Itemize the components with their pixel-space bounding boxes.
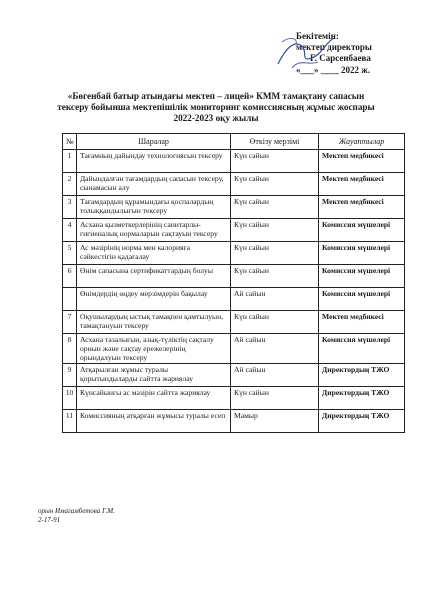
row-number: 7 (63, 311, 77, 334)
row-number: 9 (63, 364, 77, 387)
signature-stamp (272, 28, 340, 76)
row-activity: Өнім сапасына сертификаттардың болуы (77, 265, 231, 288)
row-activity: Атқарылған жұмыс туралы қорытындыларды сайтта жариялау (77, 364, 231, 387)
table-row (63, 242, 405, 265)
footer-phone: 2-17-91 (38, 516, 61, 524)
row-period: Күн сайын (231, 219, 319, 242)
row-responsible: Комиссия мүшелері (319, 219, 405, 242)
row-period: Күн сайын (231, 265, 319, 288)
row-number: 5 (63, 242, 77, 265)
row-number: 6 (63, 265, 77, 288)
row-period: Мамыр (231, 410, 319, 433)
footer-author: орын Имагамбетова Г.М. (38, 507, 115, 515)
title-line-3: 2022-2023 оқу жылы (173, 113, 259, 123)
table-row (63, 364, 405, 387)
table-row (63, 150, 405, 173)
row-activity: Ас мәзірінің норма мен калорияға сәйкестігін қадағалау (77, 242, 231, 265)
plan-table (62, 133, 405, 433)
table-row (63, 410, 405, 433)
header-responsible: Жауаптылар (319, 134, 405, 150)
row-responsible: Директордың ТЖО (319, 410, 405, 433)
table-row (63, 334, 405, 364)
row-responsible: Мектеп медбикесі (319, 311, 405, 334)
row-number: 10 (63, 387, 77, 410)
table-row (63, 265, 405, 288)
table-row (63, 387, 405, 410)
row-period: Ай сайын (231, 364, 319, 387)
row-responsible: Директордың ТЖО (319, 387, 405, 410)
row-period: Күн сайын (231, 196, 319, 219)
document-title (36, 91, 396, 124)
row-period: Күн сайын (231, 150, 319, 173)
row-activity: Оқушылардың ыстық тамақпен қамтылуын, тамақтануын тексеру (77, 311, 231, 334)
approval-name: Г. Сарсенбаева (310, 53, 371, 63)
header-period: Өткізу мерзімі (231, 134, 319, 150)
row-number: 11 (63, 410, 77, 433)
row-period: Ай сайын (231, 334, 319, 364)
table-header-row (63, 134, 405, 150)
row-responsible: Комиссия мүшелері (319, 242, 405, 265)
row-responsible: Комиссия мүшелері (319, 288, 405, 311)
row-period: Күн сайын (231, 242, 319, 265)
table-row (63, 219, 405, 242)
approval-position: мектеп директоры (296, 42, 372, 52)
row-number: 8 (63, 334, 77, 364)
header-activity: Шаралар (77, 134, 231, 150)
row-number (63, 288, 77, 311)
table-row (63, 173, 405, 196)
approval-heading: Бекітемін: (296, 31, 339, 41)
row-period: Ай сайын (231, 288, 319, 311)
row-activity: Асхана қызметкерлерінің санитарлы-гигиеналық нормаларын сақтауын тексеру (77, 219, 231, 242)
table-row (63, 196, 405, 219)
row-number: 1 (63, 150, 77, 173)
row-activity: Асхана тазалығын, азық-түліктің сақталу орнын және сақтау ережелерінің орындалуын тексеру (77, 334, 231, 364)
title-line-2: тексеру бойынша мектепішілік мониторинг комиссиясның жұмыс жоспары (57, 102, 375, 112)
row-responsible: Директордың ТЖО (319, 364, 405, 387)
row-activity: Тағамның дайындау технологиясын тексеру (77, 150, 231, 173)
row-responsible: Мектеп медбикесі (319, 173, 405, 196)
row-period: Күн сайын (231, 387, 319, 410)
approval-date: «___» ____ 2022 ж. (296, 65, 371, 75)
row-activity: Дайындалған тағамдардың сапасын тексеру, сынамасын алу (77, 173, 231, 196)
footer-note (38, 507, 115, 525)
row-responsible: Комиссия мүшелері (319, 334, 405, 364)
row-activity: Өнімдердің өңдеу мерзімдерін бақылау (77, 288, 231, 311)
row-responsible: Комиссия мүшелері (319, 265, 405, 288)
title-line-1: «Бөгенбай батыр атындағы мектеп – лицей» КММ тамақтану сапасын (67, 91, 365, 101)
row-activity: Тағамдардың құрамындағы қоспалардың толыққандылығын тексеру (77, 196, 231, 219)
row-number: 3 (63, 196, 77, 219)
row-number: 2 (63, 173, 77, 196)
row-responsible: Мектеп медбикесі (319, 150, 405, 173)
header-number: № (63, 134, 77, 150)
row-number: 4 (63, 219, 77, 242)
table-row (63, 311, 405, 334)
row-period: Күн сайын (231, 311, 319, 334)
table-row (63, 288, 405, 311)
row-activity: Комиссияның атқарған жұмысы туралы есеп (77, 410, 231, 433)
row-responsible: Мектеп медбикесі (319, 196, 405, 219)
row-activity: Күнсайынғы ас мәзірін сайтта жариялау (77, 387, 231, 410)
row-period: Күн сайын (231, 173, 319, 196)
